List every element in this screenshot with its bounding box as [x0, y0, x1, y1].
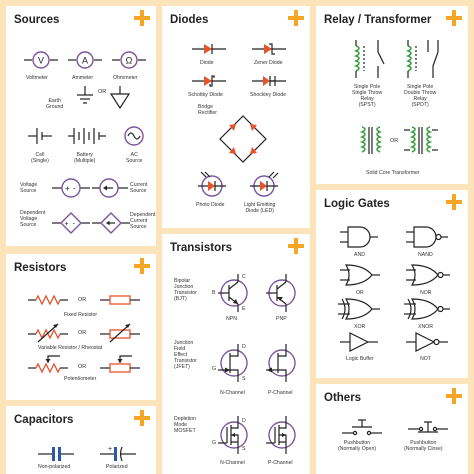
transistors-card: [162, 234, 310, 474]
or-gate-label: OR: [356, 290, 364, 296]
plus-icon: [288, 10, 304, 26]
ohmmeter-glyph: Ω: [125, 55, 133, 66]
resistor-or-text-3: OR: [78, 364, 87, 370]
voltage-source-symbol: [52, 178, 90, 198]
npn-label: NPN: [226, 316, 237, 322]
xor-gate-symbol: [338, 298, 380, 320]
nor-gate-label: NOR: [420, 290, 432, 296]
cell-symbol: [28, 126, 54, 146]
nand-gate-label: NAND: [418, 252, 433, 258]
n-channel-label-1: N-Channel: [220, 390, 245, 396]
schottky-diode-symbol: [192, 74, 226, 88]
resistor-or-text-2: OR: [78, 330, 87, 336]
pushbutton-nc-label: Pushbutton (Normally Close): [404, 440, 443, 452]
spdt-relay-label: Single Pole Double Throw Relay (SPDT): [404, 84, 437, 108]
transformer-symbol-b: [404, 124, 438, 160]
chassis-ground-icon: [110, 86, 130, 110]
photo-diode-label: Photo Diode: [196, 202, 225, 208]
spst-relay-label: Single Pole Single Throw Relay (SPST): [352, 84, 383, 108]
shockley-diode-label: Shockley Diode: [250, 92, 287, 98]
plus-icon: [446, 388, 462, 404]
logic-gates-title: Logic Gates: [324, 198, 390, 210]
bridge-rectifier-symbol: [218, 114, 268, 164]
n-channel-label-2: N-Channel: [220, 460, 245, 466]
nor-gate-symbol: [406, 264, 450, 286]
capacitors-card: [6, 406, 156, 474]
voltmeter-symbol: [24, 50, 60, 70]
pin-d-label-2: D: [242, 418, 246, 424]
fixed-resistor-zigzag-symbol: [28, 294, 68, 306]
sources-title: Sources: [14, 14, 60, 26]
shockley-diode-symbol: [252, 74, 286, 88]
or-text: OR: [98, 89, 107, 95]
sources-card: [6, 6, 156, 246]
nand-gate-symbol: [406, 226, 450, 248]
not-gate-label: NOT: [420, 356, 431, 362]
diode-label: Diode: [200, 60, 214, 66]
spst-relay-symbol: [352, 38, 392, 80]
voltmeter-label: Voltmeter: [26, 75, 48, 81]
transistors-title: Transistors: [170, 242, 232, 254]
pushbutton-normally-close-symbol: [408, 420, 448, 436]
svg-text:+: +: [108, 446, 113, 453]
pin-g-label-2: G: [212, 440, 217, 446]
pin-s-label-2: S: [242, 446, 246, 452]
plus-icon: [134, 258, 150, 274]
resistors-card: [6, 254, 156, 400]
mosfet-n-channel-symbol: [216, 416, 252, 454]
resistors-title: Resistors: [14, 262, 67, 274]
photo-diode-symbol: [198, 172, 226, 198]
plus-icon: [134, 410, 150, 426]
variable-resistor-zigzag-symbol: [28, 322, 68, 342]
dependent-voltage-source-label: Dependent Voltage Source: [20, 210, 46, 228]
and-gate-symbol: [340, 226, 380, 248]
zener-diode-label: Zener Diode: [254, 60, 283, 66]
npn-transistor-symbol: [216, 274, 252, 312]
zener-diode-symbol: [252, 42, 286, 56]
pin-e-label-1: E: [242, 306, 246, 312]
dependent-current-source-symbol: [92, 212, 130, 234]
jfet-n-channel-symbol: [216, 344, 252, 382]
battery-label: Battery (Multiple): [74, 152, 96, 164]
svg-text:-: -: [73, 183, 76, 193]
ac-source-symbol: [120, 126, 148, 146]
schottky-diode-label: Schottky Diode: [188, 92, 223, 98]
ohmmeter-label: Ohmmeter: [113, 75, 138, 81]
voltage-source-label: Voltage Source: [20, 182, 38, 194]
bridge-rectifier-label: Bridge Rectifier: [198, 104, 218, 116]
potentiometer-zigzag-symbol: [28, 354, 68, 374]
plus-icon: [446, 10, 462, 26]
xor-gate-label: XOR: [354, 324, 366, 330]
ac-source-label: AC Source: [126, 152, 143, 164]
and-gate-label: AND: [354, 252, 365, 258]
current-source-symbol: [92, 178, 128, 198]
logic-gates-card: [316, 190, 468, 378]
led-symbol: [250, 172, 280, 198]
mosfet-label: Depletion Mode MOSFET: [174, 416, 196, 434]
relay-card: [316, 6, 468, 184]
pin-g-label-1: G: [212, 366, 217, 372]
led-label: Light Emitting Diode (LED): [244, 202, 276, 214]
voltmeter-glyph: V: [37, 55, 45, 66]
mosfet-p-channel-symbol: [264, 416, 300, 454]
plus-icon: [288, 238, 304, 254]
ammeter-label: Ammeter: [72, 75, 94, 81]
pin-b-label-1: B: [212, 290, 216, 296]
dependent-current-source-label: Dependent Current Source: [130, 212, 156, 230]
transformer-symbol-a: [356, 124, 386, 160]
logic-buffer-symbol: [340, 332, 380, 352]
bjt-label: Bipolar Junction Transistor (BJT): [174, 278, 197, 302]
diodes-card: [162, 6, 310, 228]
current-source-label: Current Source: [130, 182, 148, 194]
pushbutton-normally-open-symbol: [342, 420, 382, 436]
earth-ground-label: Earth Ground: [46, 98, 64, 110]
capacitors-title: Capacitors: [14, 414, 74, 426]
cell-label: Cell (Single): [31, 152, 49, 164]
diode-symbol: [192, 42, 226, 56]
pin-d-label-1: D: [242, 344, 246, 350]
or-gate-symbol: [340, 264, 380, 286]
xnor-gate-label: XNOR: [418, 324, 433, 330]
variable-resistor-label: Variable Resistor / Rheostat: [38, 345, 103, 351]
pin-s-label-1: S: [242, 376, 246, 382]
svg-text:+: +: [65, 184, 70, 193]
non-polarized-label: Non-polarized: [38, 464, 71, 470]
non-polarized-capacitor-symbol: [38, 446, 74, 462]
others-card: [316, 384, 468, 474]
transformer-or-text: OR: [390, 138, 399, 144]
polarized-capacitor-symbol: [100, 446, 136, 462]
ammeter-glyph: A: [81, 55, 89, 66]
resistor-or-text-1: OR: [78, 297, 87, 303]
logic-buffer-label: Logic Buffer: [346, 356, 374, 362]
jfet-label: Junction Field Effect Transistor (JFET): [174, 340, 197, 370]
not-gate-symbol: [406, 332, 450, 352]
pnp-label: PNP: [276, 316, 287, 322]
pushbutton-no-label: Pushbutton (Normally Open): [338, 440, 377, 452]
dependent-voltage-source-symbol: [52, 212, 90, 234]
fixed-resistor-label: Fixed Resistor: [64, 312, 98, 318]
solid-core-transformer-label: Solid Core Transformer: [366, 170, 420, 176]
polarized-label: Polarized: [106, 464, 128, 470]
ohmmeter-symbol: [112, 50, 148, 70]
spdt-relay-symbol: [404, 38, 446, 80]
battery-symbol: [68, 126, 108, 146]
pnp-transistor-symbol: [264, 274, 300, 312]
pin-c-label-1: C: [242, 274, 246, 280]
variable-resistor-box-symbol: [100, 322, 140, 342]
ammeter-symbol: [68, 50, 104, 70]
relay-title: Relay / Transformer: [324, 14, 432, 26]
p-channel-label-2: P-Channel: [268, 460, 293, 466]
others-title: Others: [324, 392, 362, 404]
diodes-title: Diodes: [170, 14, 209, 26]
potentiometer-label: Potentiometer: [64, 376, 97, 382]
fixed-resistor-box-symbol: [100, 294, 140, 306]
p-channel-label-1: P-Channel: [268, 390, 293, 396]
potentiometer-box-symbol: [100, 354, 140, 374]
svg-text:+: +: [64, 221, 69, 228]
jfet-p-channel-symbol: [264, 344, 300, 382]
plus-icon: [134, 10, 150, 26]
xnor-gate-symbol: [404, 298, 450, 320]
earth-ground-icon: [76, 86, 94, 108]
svg-text:-: -: [72, 220, 75, 228]
plus-icon: [446, 194, 462, 210]
